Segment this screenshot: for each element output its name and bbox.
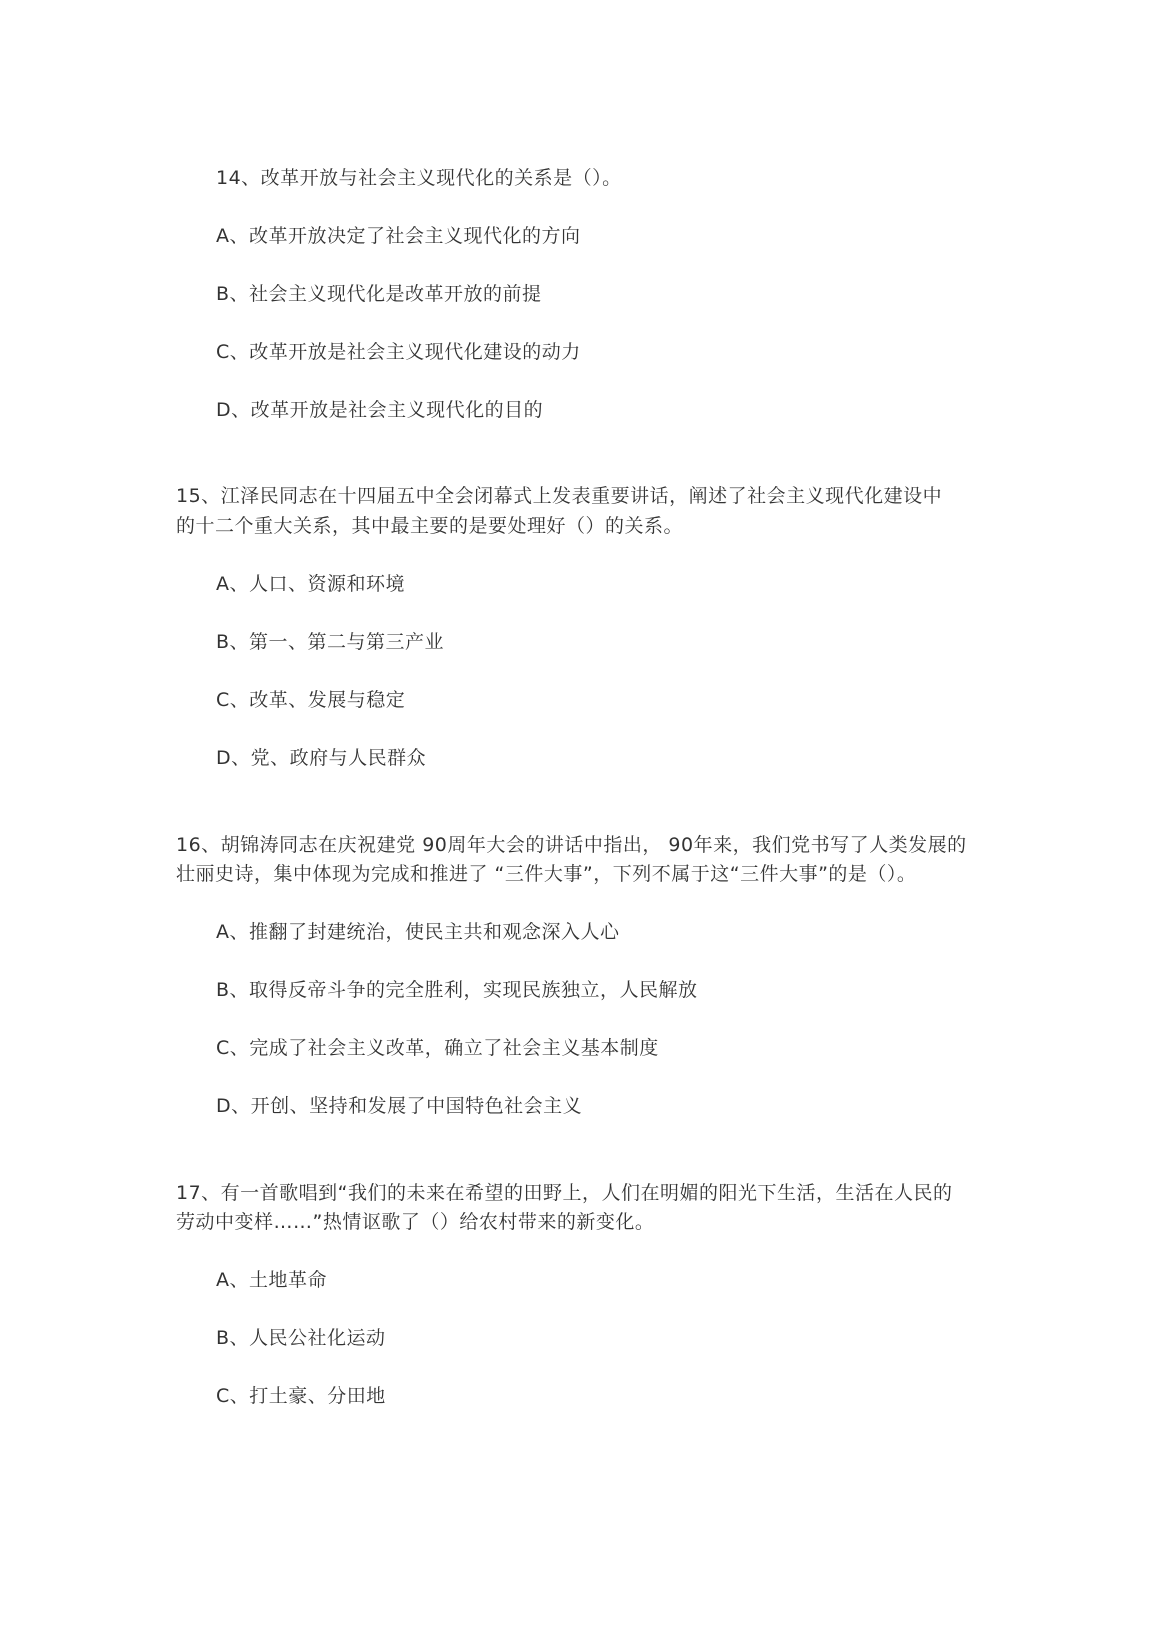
question-17-option-a: A、土地革命 <box>216 1269 327 1291</box>
question-14-option-a: A、改革开放决定了社会主义现代化的方向 <box>216 225 581 247</box>
question-17-option-c: C、打土豪、分田地 <box>216 1385 386 1407</box>
question-16-option-c: C、完成了社会主义改革，确立了社会主义基本制度 <box>216 1037 659 1059</box>
question-15-option-c: C、改革、发展与稳定 <box>216 689 406 711</box>
question-14-option-d: D、改革开放是社会主义现代化的目的 <box>216 399 544 421</box>
question-16-option-a: A、推翻了封建统治，使民主共和观念深入人心 <box>216 921 620 943</box>
question-15-stem-line-2: 的十二个重大关系，其中最主要的是要处理好（）的关系。 <box>176 515 684 537</box>
question-14-option-b: B、社会主义现代化是改革开放的前提 <box>216 283 542 305</box>
question-16-stem-line-1: 16、胡锦涛同志在庆祝建党 90周年大会的讲话中指出， 90年来，我们党书写了人类发展的 <box>176 834 967 856</box>
question-15-option-a: A、人口、资源和环境 <box>216 573 405 595</box>
question-15-option-d: D、党、政府与人民群众 <box>216 747 427 769</box>
question-17-stem-line-2: 劳动中变样……”热情讴歌了（）给农村带来的新变化。 <box>176 1211 655 1233</box>
question-16-option-b: B、取得反帝斗争的完全胜利，实现民族独立，人民解放 <box>216 979 698 1001</box>
question-16-option-d: D、开创、坚持和发展了中国特色社会主义 <box>216 1095 583 1117</box>
question-14-stem: 14、改革开放与社会主义现代化的关系是（）。 <box>216 167 622 189</box>
question-14-option-c: C、改革开放是社会主义现代化建设的动力 <box>216 341 581 363</box>
question-15-option-b: B、第一、第二与第三产业 <box>216 631 445 653</box>
question-16-stem-line-2: 壮丽史诗，集中体现为完成和推进了 “三件大事”，下列不属于这“三件大事”的是（）。 <box>176 863 917 885</box>
question-15-stem-line-1: 15、江泽民同志在十四届五中全会闭幕式上发表重要讲话，阐述了社会主义现代化建设中 <box>176 485 943 507</box>
question-17-option-b: B、人民公社化运动 <box>216 1327 386 1349</box>
question-17-stem-line-1: 17、有一首歌唱到“我们的未来在希望的田野上，人们在明媚的阳光下生活，生活在人民的 <box>176 1182 953 1204</box>
